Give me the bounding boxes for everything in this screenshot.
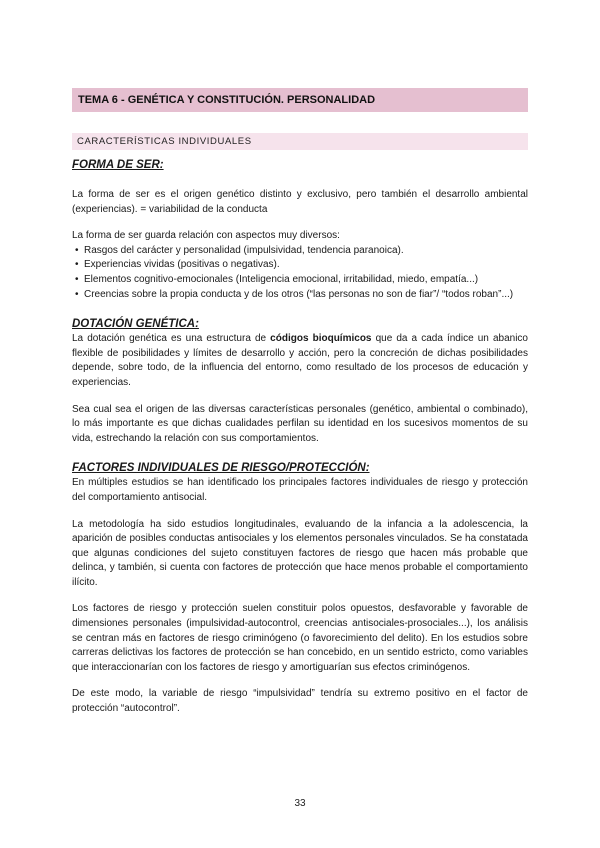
list-item: • Creencias sobre la propia conducta y de los otros (“las personas no son de fiar”/ “todos roban”...): [72, 288, 528, 303]
forma-de-ser-intro: La forma de ser guarda relación con aspectos muy diversos:: [72, 230, 340, 242]
list-item: • Rasgos del carácter y personalidad (impulsividad, tendencia paranoica).: [72, 244, 528, 259]
list-item: • Elementos cognitivo-emocionales (Inteligencia emocional, irritabilidad, miedo, empatía...): [72, 273, 528, 288]
factores-paragraph-2: La metodología ha sido estudios longitudinales, evaluando de la infancia a la adolescencia, la aparición de posibles conductas antisociales y los elementos personales vinculados. Se ha constatada que algunas condiciones del sujeto constituyen factores de riesgo que hacen más probable que delinca, y también, si cuenta con factores de protección que hace menos probable el comportamiento ilícito.: [72, 518, 528, 588]
forma-de-ser-list: [72, 244, 528, 302]
bullet-icon: •: [75, 244, 79, 256]
list-item: • Experiencias vividas (positivas o negativas).: [72, 258, 528, 273]
forma-de-ser-paragraph: La forma de ser es el origen genético distinto y exclusivo, pero también el desarrollo ambiental (experiencias). = variabilidad de la conducta: [72, 189, 528, 215]
factores-heading: FACTORES INDIVIDUALES DE RIESGO/PROTECCIÓN:: [72, 462, 370, 475]
bullet-icon: •: [75, 273, 79, 285]
factores-paragraph-1: En múltiples estudios se han identificado los principales factores individuales de riesgo y protección del comportamiento antisocial.: [72, 477, 528, 503]
page-content: [72, 158, 528, 717]
codigos-bioquimicos-bold: códigos bioquímicos: [270, 333, 372, 345]
dotacion-paragraph-2: Sea cual sea el origen de las diversas características personales (genético, ambiental o combinado), lo más importante es que dichas cualidades perfilan su identidad en los sucesivos momentos de su vida, estrechando la relación con sus comportamientos.: [72, 403, 528, 444]
factores-paragraph-3: Los factores de riesgo y protección suelen constituir polos opuestos, desfavorable y favorable de dimensiones personales (impulsividad-autocontrol, creencias antisociales-prosociales...), los análisis se centran más en factores de riesgo criminógeno (o favorecimiento del delito). En los estudios sobre carreras delictivas los factores de protección se han concebido, en un sentido estricto, como variables que interaccionarían con los factores de riesgo y amortiguarían sus efectos criminógenos.: [72, 603, 528, 673]
factores-paragraph-4: De este modo, la variable de riesgo “impulsividad” tendría su extremo positivo en el factor de protección “autocontrol”.: [72, 688, 528, 715]
forma-de-ser-heading: FORMA DE SER:: [72, 159, 164, 171]
topic-title: TEMA 6 - GENÉTICA Y CONSTITUCIÓN. PERSONALIDAD: [72, 88, 528, 112]
bullet-icon: •: [75, 259, 79, 271]
page-number: 33: [294, 798, 306, 809]
section-title: CARACTERÍSTICAS INDIVIDUALES: [72, 133, 528, 150]
dotacion-genetica-heading: DOTACIÓN GENÉTICA:: [72, 318, 199, 331]
bullet-icon: •: [75, 288, 79, 300]
dotacion-paragraph-1: La dotación genética es una estructura de códigos bioquímicos que da a cada índice un abanico flexible de posibilidades y límites de desarrollo y acción, pero la concreción de dichas posibilidades depende, sobre todo, de la influencia del entorno, como resultado de los procesos de educación y experiencias.: [72, 333, 528, 388]
